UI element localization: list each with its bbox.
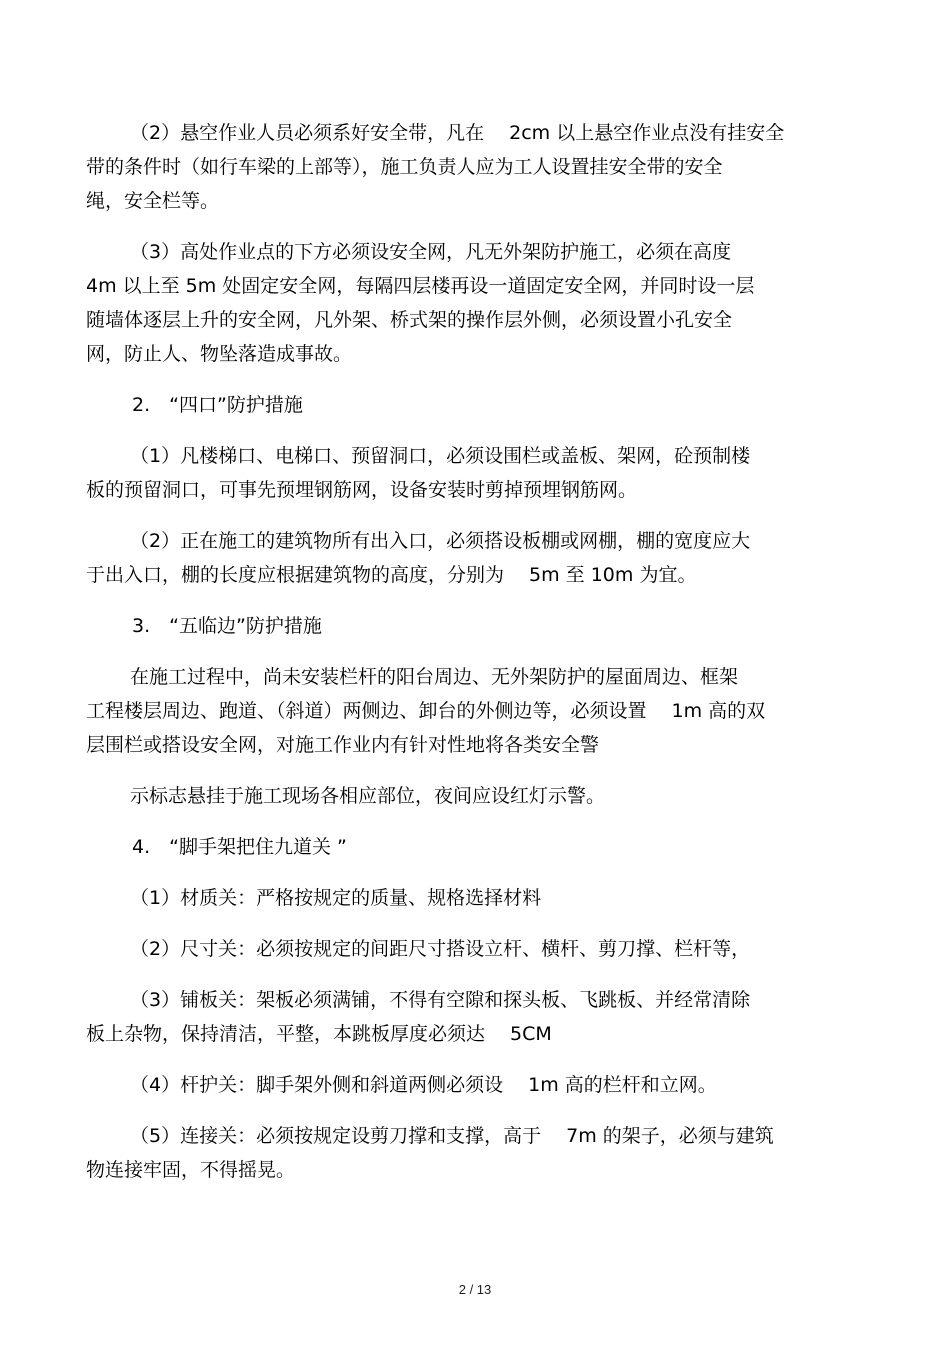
paragraph-entrances <box>86 524 866 592</box>
text-line: 工程楼层周边、跑道、（斜道）两侧边、卸台的外侧边等，必须设置 1m 高的双 <box>86 700 766 722</box>
section-heading-five-edges <box>86 609 866 643</box>
text-line: （2）正在施工的建筑物所有出入口，必须搭设板棚或网棚，棚的宽度应大 <box>130 530 751 552</box>
text-line: 带的条件时（如行车梁的上部等），施工负责人应为工人设置挂安全带的安全 <box>86 156 723 178</box>
text-line: （5）连接关：必须按规定设剪刀撑和支撑，高于 7m 的架子，必须与建筑 <box>130 1125 774 1147</box>
page-number: 2 / 13 <box>458 1282 492 1297</box>
section-heading-four-openings <box>86 388 866 422</box>
text-line: （2）尺寸关：必须按规定的间距尺寸搭设立杆、横杆、剪刀撑、栏杆等， <box>130 938 751 960</box>
text-line: 板上杂物，保持清洁，平整，本跳板厚度必须达 5CM <box>86 1023 552 1045</box>
text-line: 于出入口，棚的长度应根据建筑物的高度，分别为 5m 至 10m 为宜。 <box>86 564 697 586</box>
text-line: 绳，安全栏等。 <box>86 190 220 212</box>
section-heading-scaffold <box>86 830 866 864</box>
text-line: 4m 以上至 5m 处固定安全网，每隔四层楼再设一道固定安全网，并同时设一层 <box>86 275 755 297</box>
paragraph-plank-check <box>86 983 866 1051</box>
text-line: 在施工过程中，尚未安装栏杆的阳台周边、无外架防护的屋面周边、框架 <box>130 666 739 688</box>
paragraph-safety-net <box>86 235 866 371</box>
text-line: 网，防止人、物坠落造成事故。 <box>86 343 353 365</box>
text-line: 随墙体逐层上升的安全网，凡外架、桥式架的操作层外侧，必须设置小孔安全 <box>86 309 733 331</box>
text-line: 物连接牢固，不得摇晃。 <box>86 1159 296 1181</box>
document-page <box>86 116 866 1204</box>
text-line: （3）高处作业点的下方必须设安全网，凡无外架防护施工，必须在高度 <box>130 241 732 263</box>
text-line: 示标志悬挂于施工现场各相应部位，夜间应设红灯示警。 <box>130 785 606 807</box>
text-line: 板的预留洞口，可事先预埋钢筋网，设备安装时剪掉预埋钢筋网。 <box>86 479 638 501</box>
text-line: （2）悬空作业人员必须系好安全带，凡在 2cm 以上悬空作业点没有挂安全 <box>130 122 785 144</box>
text-line: （1）凡楼梯口、电梯口、预留洞口，必须设围栏或盖板、架网，砼预制楼 <box>130 445 751 467</box>
paragraph-safety-belt <box>86 116 866 218</box>
text-line: （1）材质关：严格按规定的质量、规格选择材料 <box>130 887 542 909</box>
text-line: （3）铺板关：架板必须满铺，不得有空隙和探头板、飞跳板、并经常清除 <box>130 989 751 1011</box>
text-line: 层围栏或搭设安全网，对施工作业内有针对性地将各类安全警 <box>86 734 600 756</box>
paragraph-warning-signs <box>86 779 866 813</box>
paragraph-railing-check <box>86 1068 866 1102</box>
heading-line: 4. “脚手架把住九道关 ” <box>132 836 347 858</box>
paragraph-size-check <box>86 932 866 966</box>
heading-line: 2. “四口”防护措施 <box>132 394 303 416</box>
paragraph-material-check <box>86 881 866 915</box>
paragraph-edge-protection <box>86 660 866 762</box>
paragraph-stair-openings <box>86 439 866 507</box>
text-line: （4）杆护关：脚手架外侧和斜道两侧必须设 1m 高的栏杆和立网。 <box>130 1074 717 1096</box>
heading-line: 3. “五临边”防护措施 <box>132 615 322 637</box>
paragraph-connection-check <box>86 1119 866 1187</box>
